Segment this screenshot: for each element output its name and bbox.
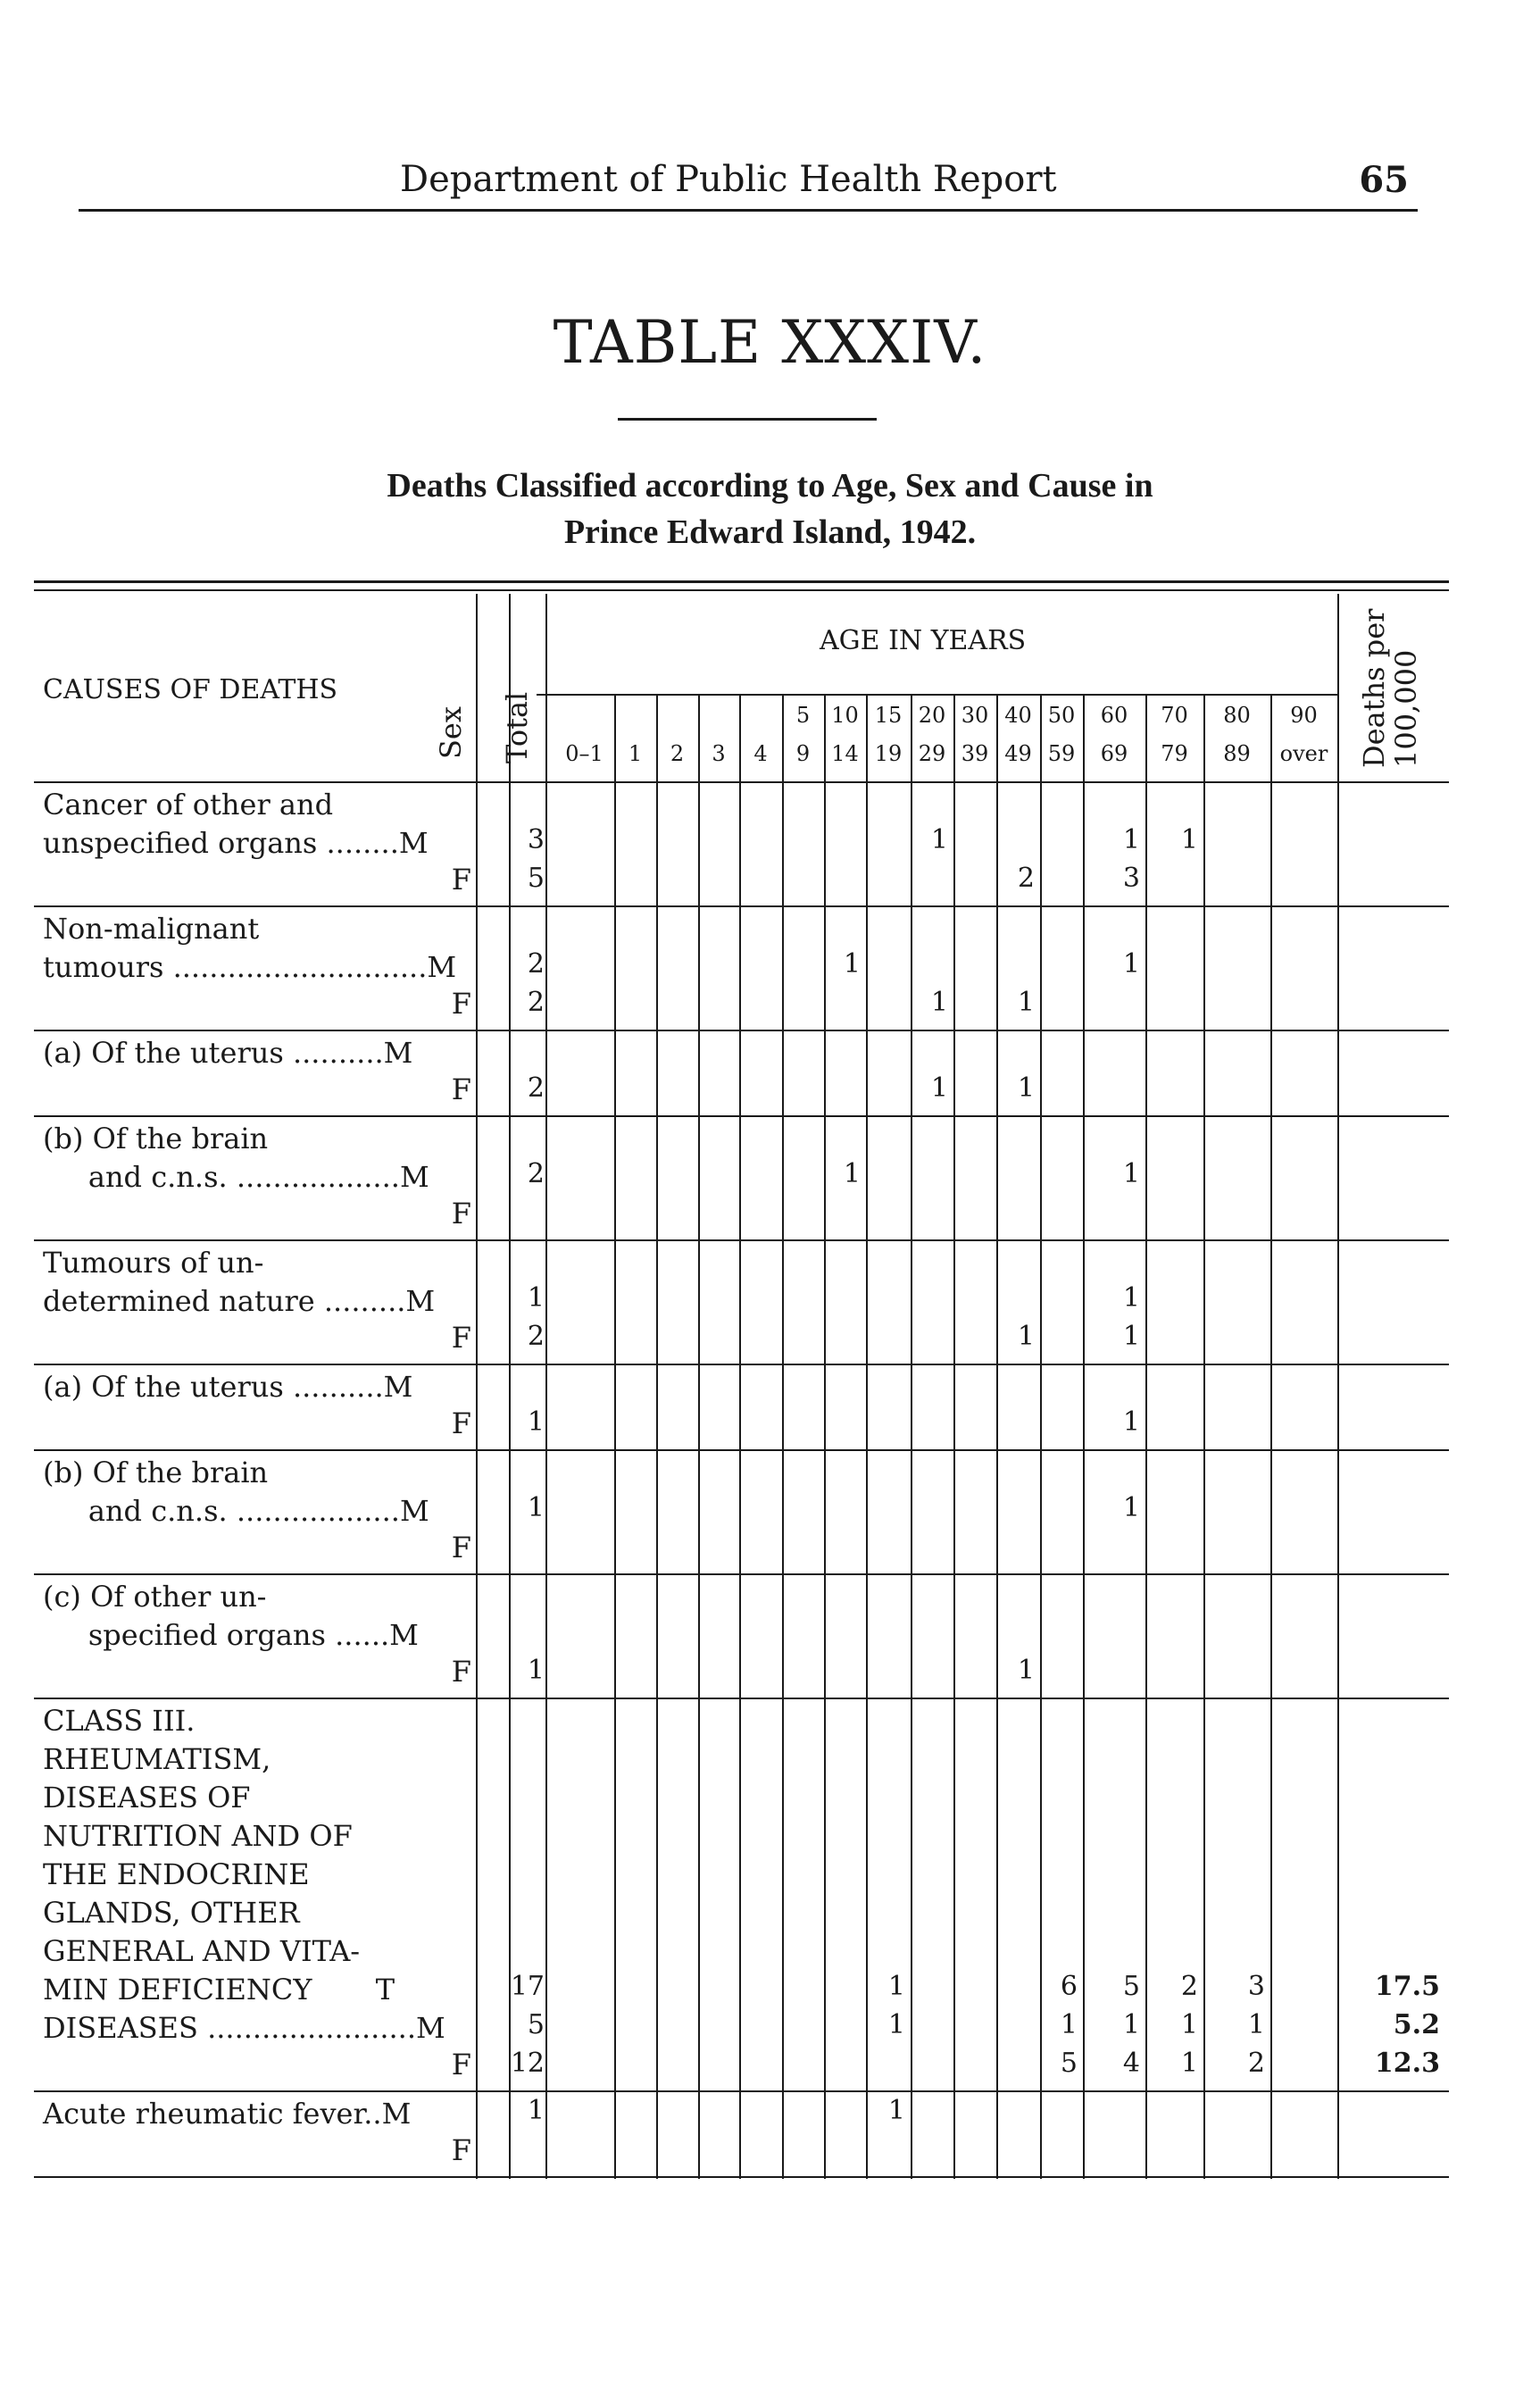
age-col-bottom-13: 79: [1161, 741, 1188, 766]
page-header: [79, 152, 1418, 212]
rate-header-line1: Deaths per: [1357, 608, 1391, 768]
row-8-line-2: DISEASES OF: [43, 1781, 251, 1815]
age-col-bottom-0: 0–1: [565, 741, 604, 766]
row-8-age-13-1: 1: [1180, 2009, 1198, 2040]
age-col-top-6: 10: [831, 703, 859, 728]
age-col-bottom-2: 2: [670, 741, 685, 766]
page-number: 65: [1359, 159, 1409, 201]
row-6-age-12-0: 1: [1122, 1492, 1140, 1523]
row-6-total-0: 1: [527, 1492, 545, 1523]
row-0-age-8-0: 1: [930, 824, 948, 855]
row-0-age-10-1: 2: [1017, 863, 1035, 894]
row-8-line-0: CLASS III.: [43, 1704, 196, 1738]
row-4-age-10-1: 1: [1017, 1321, 1035, 1352]
age-col-bottom-12: 69: [1100, 741, 1128, 766]
age-col-line-7: [866, 694, 868, 2179]
row-7-line-1: specified organs ......M: [43, 1618, 419, 1652]
row-4-sex-2: F: [451, 1321, 471, 1355]
row-8-age-12-2: 4: [1122, 2048, 1140, 2079]
age-col-top-7: 15: [874, 703, 903, 728]
row-5-age-12-0: 1: [1122, 1406, 1140, 1438]
row-8-line-5: GLANDS, OTHER: [43, 1896, 300, 1930]
age-col-top-15: 90: [1290, 703, 1318, 728]
row-8-age-14-0: 3: [1247, 1971, 1265, 2002]
row-8-age-12-1: 1: [1122, 2009, 1140, 2040]
age-col-top-8: 20: [918, 703, 946, 728]
age-col-line-6: [824, 694, 826, 2179]
age-col-line-9: [953, 694, 955, 2179]
row-4-age-12-1: 1: [1122, 1321, 1140, 1352]
age-col-line-13: [1145, 694, 1147, 2179]
age-col-bottom-15: over: [1279, 741, 1328, 766]
row-8-age-11-1: 1: [1060, 2009, 1078, 2040]
row-8-line-8: DISEASES .......................M: [43, 2011, 445, 2045]
age-col-line-5: [782, 694, 784, 2179]
row-4-line-1: determined nature .........M: [43, 1284, 436, 1318]
row-4-age-12-0: 1: [1122, 1282, 1140, 1314]
row-separator-7: [34, 1698, 1449, 1699]
row-0-total-1: 5: [527, 863, 545, 894]
row-8-rate-2: 12.3: [1374, 2048, 1440, 2079]
row-2-age-8-0: 1: [930, 1072, 948, 1104]
row-1-age-10-1: 1: [1017, 987, 1035, 1018]
row-8-age-11-2: 5: [1060, 2048, 1078, 2079]
table-title: TABLE XXXIV.: [553, 308, 987, 377]
causes-header: CAUSES OF DEATHS: [43, 674, 338, 705]
row-3-age-6-0: 1: [843, 1158, 861, 1189]
row-9-line-0: Acute rheumatic fever..M: [43, 2097, 412, 2131]
age-col-line-2: [656, 694, 658, 2179]
row-8-age-12-0: 5: [1122, 1971, 1140, 2002]
age-col-bottom-4: 4: [753, 741, 768, 766]
table-top-rule: [34, 580, 1449, 583]
rate-col-line: [1337, 594, 1339, 2179]
age-col-bottom-7: 19: [874, 741, 903, 766]
row-9-age-7-0: 1: [887, 2095, 905, 2126]
row-8-line-1: RHEUMATISM,: [43, 1742, 271, 1776]
age-col-top-9: 30: [961, 703, 989, 728]
row-4-line-0: Tumours of un-: [43, 1246, 264, 1280]
row-1-age-6-0: 1: [843, 948, 861, 980]
row-separator-3: [34, 1239, 1449, 1241]
row-1-sex-2: F: [451, 987, 471, 1021]
age-col-bottom-5: 9: [795, 741, 811, 766]
row-1-line-1: tumours ............................M: [43, 950, 457, 984]
row-9-sex-1: F: [451, 2133, 471, 2167]
row-0-line-0: Cancer of other and: [43, 788, 334, 822]
row-8-line-6: GENERAL AND VITA-: [43, 1934, 361, 1968]
row-4-total-0: 1: [527, 1282, 545, 1314]
row-8-total-0: 17: [510, 1971, 545, 2002]
row-separator-6: [34, 1573, 1449, 1575]
row-separator-0: [34, 905, 1449, 907]
row-7-age-10-0: 1: [1017, 1655, 1035, 1686]
age-col-bottom-1: 1: [628, 741, 643, 766]
row-7-total-0: 1: [527, 1655, 545, 1686]
row-1-age-8-1: 1: [930, 987, 948, 1018]
table-top-rule-inner: [34, 589, 1449, 591]
age-col-top-11: 50: [1047, 703, 1076, 728]
row-8-total-2: 12: [510, 2048, 545, 2079]
row-6-line-1: and c.n.s. ..................M: [43, 1494, 429, 1528]
age-col-bottom-3: 3: [712, 741, 726, 766]
row-3-line-1: and c.n.s. ..................M: [43, 1160, 429, 1194]
row-8-line-7: MIN DEFICIENCY T: [43, 1973, 395, 2006]
row-6-line-0: (b) Of the brain: [43, 1456, 269, 1489]
row-8-rate-1: 5.2: [1393, 2009, 1440, 2040]
row-2-total-0: 2: [527, 1072, 545, 1104]
row-8-age-7-1: 1: [887, 2009, 905, 2040]
row-1-total-0: 2: [527, 948, 545, 980]
row-8-age-11-0: 6: [1060, 1971, 1078, 2002]
age-col-bottom-11: 59: [1047, 741, 1076, 766]
age-col-line-4: [739, 694, 741, 2179]
rate-header-line2: 100,000: [1389, 649, 1423, 768]
age-col-bottom-14: 89: [1223, 741, 1251, 766]
row-5-sex-1: F: [451, 1406, 471, 1440]
row-6-sex-2: F: [451, 1531, 471, 1564]
age-col-top-14: 80: [1223, 703, 1251, 728]
row-8-age-7-0: 1: [887, 1971, 905, 2002]
row-0-age-12-1: 3: [1122, 863, 1140, 894]
header-bottom-rule: [34, 781, 1449, 783]
row-0-total-0: 3: [527, 824, 545, 855]
row-2-sex-1: F: [451, 1072, 471, 1106]
row-7-sex-2: F: [451, 1655, 471, 1689]
row-5-line-0: (a) Of the uterus ..........M: [43, 1370, 413, 1404]
row-8-age-14-1: 1: [1247, 2009, 1265, 2040]
total-header: Total: [500, 691, 534, 763]
row-0-age-13-0: 1: [1180, 824, 1198, 855]
age-col-top-13: 70: [1161, 703, 1188, 728]
row-8-age-13-2: 1: [1180, 2048, 1198, 2079]
row-3-age-12-0: 1: [1122, 1158, 1140, 1189]
row-3-line-0: (b) Of the brain: [43, 1122, 269, 1155]
sex-header: Sex: [434, 706, 468, 759]
row-separator-5: [34, 1449, 1449, 1451]
age-col-line-15: [1270, 694, 1272, 2179]
row-2-age-10-0: 1: [1017, 1072, 1035, 1104]
age-col-line-10: [996, 694, 998, 2179]
row-0-age-12-0: 1: [1122, 824, 1140, 855]
row-0-line-1: unspecified organs ........M: [43, 826, 429, 860]
row-separator-9: [34, 2176, 1449, 2178]
row-separator-8: [34, 2090, 1449, 2092]
row-separator-4: [34, 1364, 1449, 1365]
row-3-total-0: 2: [527, 1158, 545, 1189]
age-col-bottom-8: 29: [918, 741, 946, 766]
age-col-top-10: 40: [1004, 703, 1032, 728]
title-rule: [618, 418, 877, 421]
age-col-bottom-6: 14: [831, 741, 859, 766]
row-1-total-1: 2: [527, 987, 545, 1018]
age-col-bottom-9: 39: [961, 741, 989, 766]
row-7-line-0: (c) Of other un-: [43, 1580, 267, 1614]
table-subtitle: [0, 463, 1540, 555]
row-8-rate-0: 17.5: [1374, 1971, 1440, 2002]
age-col-line-1: [614, 694, 616, 2179]
row-separator-1: [34, 1030, 1449, 1031]
row-8-line-4: THE ENDOCRINE: [43, 1857, 310, 1891]
row-2-line-0: (a) Of the uterus ..........M: [43, 1036, 413, 1070]
row-1-line-0: Non-malignant: [43, 912, 260, 946]
row-8-age-13-0: 2: [1180, 1971, 1198, 2002]
age-col-line-3: [698, 694, 700, 2179]
main-col-line-2: [545, 594, 547, 2179]
age-group-header: AGE IN YEARS: [820, 625, 1027, 656]
row-1-age-12-0: 1: [1122, 948, 1140, 980]
age-col-bottom-10: 49: [1004, 741, 1032, 766]
age-col-top-5: 5: [795, 703, 811, 728]
row-8-total-1: 5: [527, 2009, 545, 2040]
age-col-top-12: 60: [1100, 703, 1128, 728]
row-5-total-0: 1: [527, 1406, 545, 1438]
age-col-line-8: [911, 694, 912, 2179]
age-col-line-14: [1203, 694, 1205, 2179]
row-9-total-0: 1: [527, 2095, 545, 2126]
row-3-sex-2: F: [451, 1197, 471, 1231]
row-4-total-1: 2: [527, 1321, 545, 1352]
running-title: Department of Public Health Report: [400, 159, 1057, 200]
subtitle-line-1: Deaths Classified according to Age, Sex and Cause in: [387, 467, 1153, 505]
row-separator-2: [34, 1115, 1449, 1117]
row-0-sex-2: F: [451, 863, 471, 897]
row-8-line-3: NUTRITION AND OF: [43, 1819, 353, 1853]
subtitle-line-2: Prince Edward Island, 1942.: [563, 513, 977, 551]
row-8-age-14-2: 2: [1247, 2048, 1265, 2079]
row-8-sex-9: F: [451, 2048, 471, 2081]
age-col-line-11: [1040, 694, 1042, 2179]
